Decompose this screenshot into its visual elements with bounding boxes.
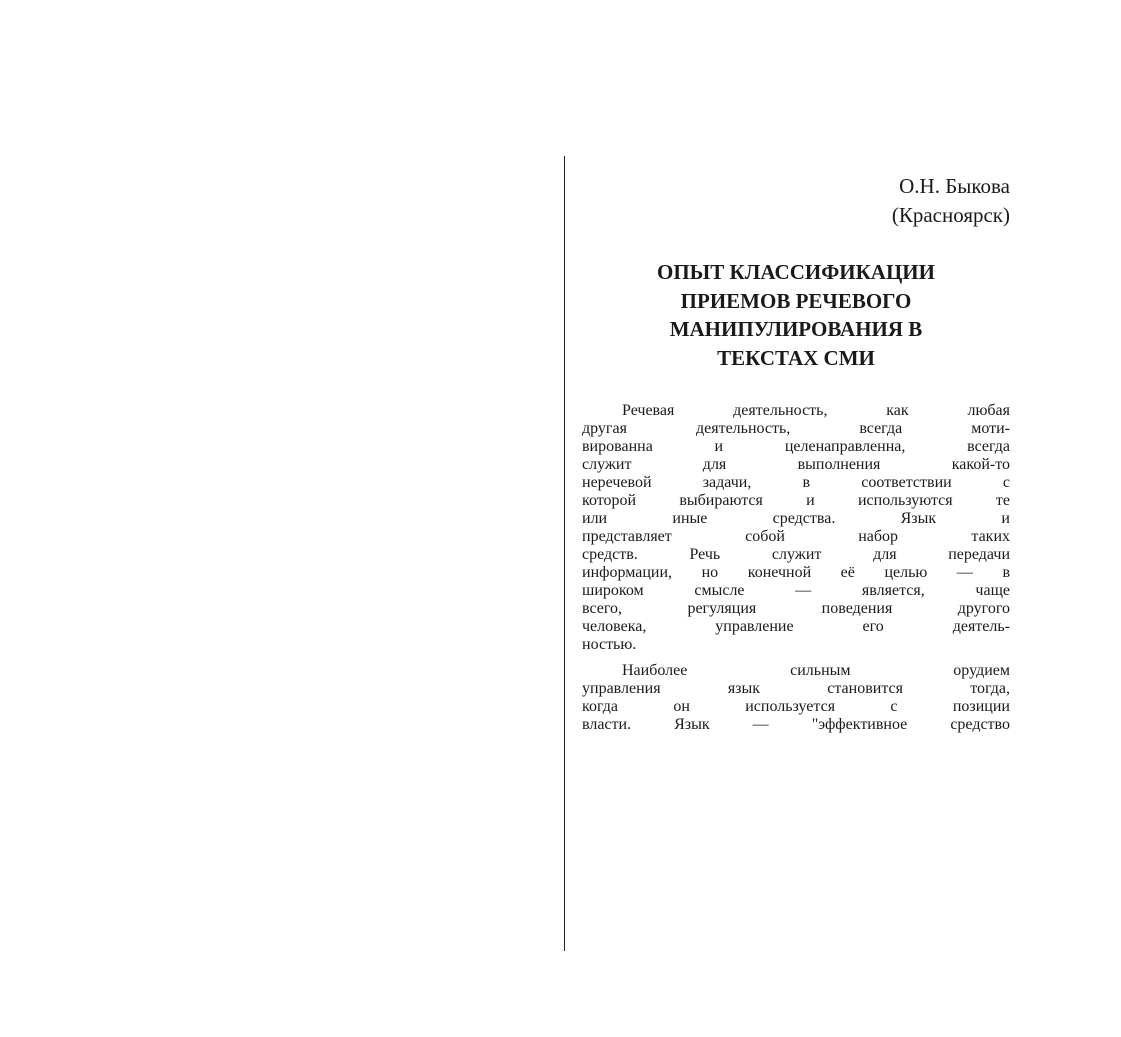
- title-line: ПРИЕМОВ РЕЧЕВОГО: [680, 288, 912, 313]
- author-name: О.Н. Быкова: [899, 174, 1010, 198]
- text-line: всего, регуляция поведения другого: [582, 600, 1010, 617]
- text-line: власти. Язык — "эффективное средство: [582, 716, 1010, 733]
- text-line: информации, но конечной её целью — в: [582, 564, 1010, 581]
- text-line: или иные средства. Язык и: [582, 510, 1010, 527]
- text-line: представляет собой набор таких: [582, 528, 1010, 545]
- text-line: средств. Речь служит для передачи: [582, 546, 1010, 563]
- author-block: [582, 172, 1010, 230]
- text-line: когда он используется с позиции: [582, 698, 1010, 715]
- text-line: широком смысле — является, чаще: [582, 582, 1010, 599]
- text-line: Наиболее сильным орудием: [622, 662, 1010, 679]
- article-title: [582, 258, 1010, 372]
- author-city: (Красноярск): [891, 203, 1010, 227]
- title-line: МАНИПУЛИРОВАНИЯ В: [669, 317, 923, 341]
- paragraph-2: [582, 662, 1010, 734]
- page-divider-rule: [564, 156, 565, 951]
- text-line: вированна и целенаправленна, всегда: [582, 438, 1010, 455]
- article-column: [582, 172, 1010, 742]
- text-line: человека, управление его деятель-: [582, 618, 1010, 635]
- title-line: ОПЫТ КЛАССИФИКАЦИИ: [657, 260, 935, 284]
- article-body: [582, 402, 1010, 734]
- text-line: служит для выполнения какой-то: [582, 456, 1010, 473]
- text-line: Речевая деятельность, как любая: [622, 402, 1010, 419]
- text-line: управления язык становится тогда,: [582, 680, 1010, 697]
- text-line: ностью.: [582, 636, 637, 653]
- text-line: другая деятельность, всегда моти-: [582, 420, 1010, 437]
- text-line: которой выбираются и используются те: [582, 492, 1010, 509]
- text-line: неречевой задачи, в соответствии с: [582, 474, 1010, 491]
- paragraph-1: [582, 402, 1010, 654]
- title-line: ТЕКСТАХ СМИ: [717, 345, 875, 370]
